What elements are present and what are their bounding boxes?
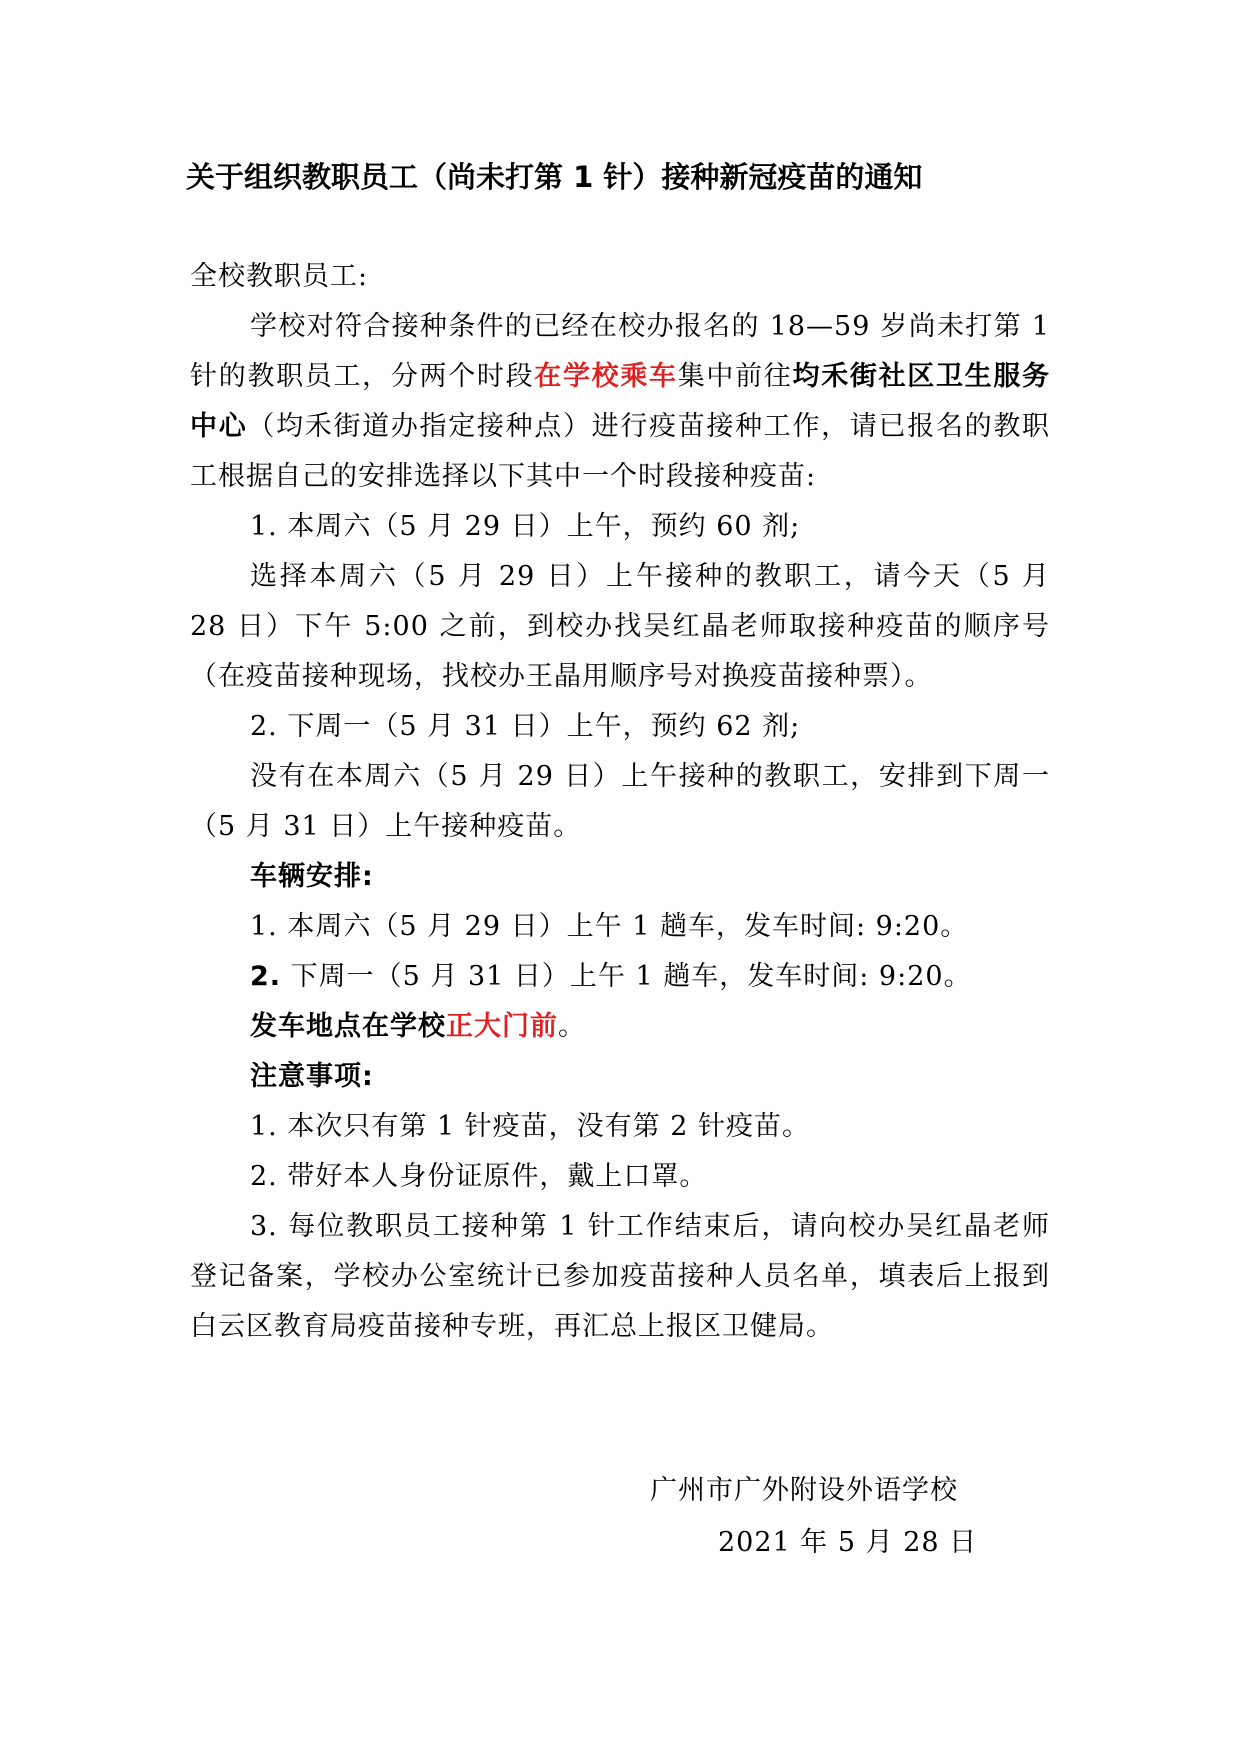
signature-block <box>650 1465 1030 1569</box>
departure-location-prefix: 发车地点在学校 <box>250 1011 446 1042</box>
departure-location-highlight: 正大门前 <box>446 1011 558 1042</box>
vehicle-item-1: 1. 本周六（5 月 29 日）上午 1 趟车，发车时间: 9:20。 <box>250 911 969 942</box>
intro-text-3: （均禾街道办指定接种点）进行疫苗接种工作，请已报名的教职工根据自己的安排选择以下其中一个时段接种疫苗: <box>190 411 1051 492</box>
vehicle-item-2-text: 下周一（5 月 31 日）上午 1 趟车，发车时间: 9:20。 <box>281 961 972 992</box>
notes-item-1: 1. 本次只有第 1 针疫苗，没有第 2 针疫苗。 <box>250 1111 811 1142</box>
departure-location-suffix: 。 <box>558 1011 586 1042</box>
notes-item-3: 3. 每位教职员工接种第 1 针工作结束后，请向校办吴红晶老师登记备案，学校办公室统计已参加疫苗接种人员名单，填表后上报到白云区教育局疫苗接种专班，再汇总上报区卫健局。 <box>190 1211 1050 1342</box>
notice-body <box>190 252 1050 1352</box>
intro-highlight-red: 在学校乘车 <box>534 361 678 392</box>
intro-text-1: 学校对符合接种条件的已经在校办报名的 18—59 岁尚未打第 1 针的教职员工，分两个时段 <box>190 311 1050 392</box>
signature-date: 2021 年 5 月 28 日 <box>718 1527 978 1558</box>
notice-title: 关于组织教职员工（尚未打第 1 针）接种新冠疫苗的通知 <box>186 160 923 194</box>
vehicle-item-2 <box>190 952 1050 1002</box>
vehicle-heading: 车辆安排: <box>250 861 374 892</box>
salutation: 全校教职员工: <box>190 261 369 292</box>
vehicle-item-2-number: 2. <box>250 961 282 992</box>
session2-detail: 没有在本周六（5 月 29 日）上午接种的教职工，安排到下周一（5 月 31 日）上午接种疫苗。 <box>190 761 1050 842</box>
signature-organization: 广州市广外附设外语学校 <box>650 1475 958 1506</box>
session1-detail: 选择本周六（5 月 29 日）上午接种的教职工，请今天（5 月 28 日）下午 5:00 之前，到校办找吴红晶老师取接种疫苗的顺序号（在疫苗接种现场，找校办王晶用顺序号对换疫苗接种票）。 <box>190 561 1050 692</box>
session2-heading: 2. 下周一（5 月 31 日）上午，预约 62 剂; <box>250 711 801 742</box>
session1-heading: 1. 本周六（5 月 29 日）上午，预约 60 剂; <box>250 511 801 542</box>
intro-text-2: 集中前往 <box>677 361 793 392</box>
departure-location <box>190 1002 1050 1052</box>
notes-heading: 注意事项: <box>250 1061 374 1092</box>
notes-item-2: 2. 带好本人身份证原件，戴上口罩。 <box>250 1161 708 1192</box>
intro-highlight-bold: 均禾街社区卫生服务中心 <box>190 361 1051 442</box>
intro-paragraph <box>190 302 1050 502</box>
